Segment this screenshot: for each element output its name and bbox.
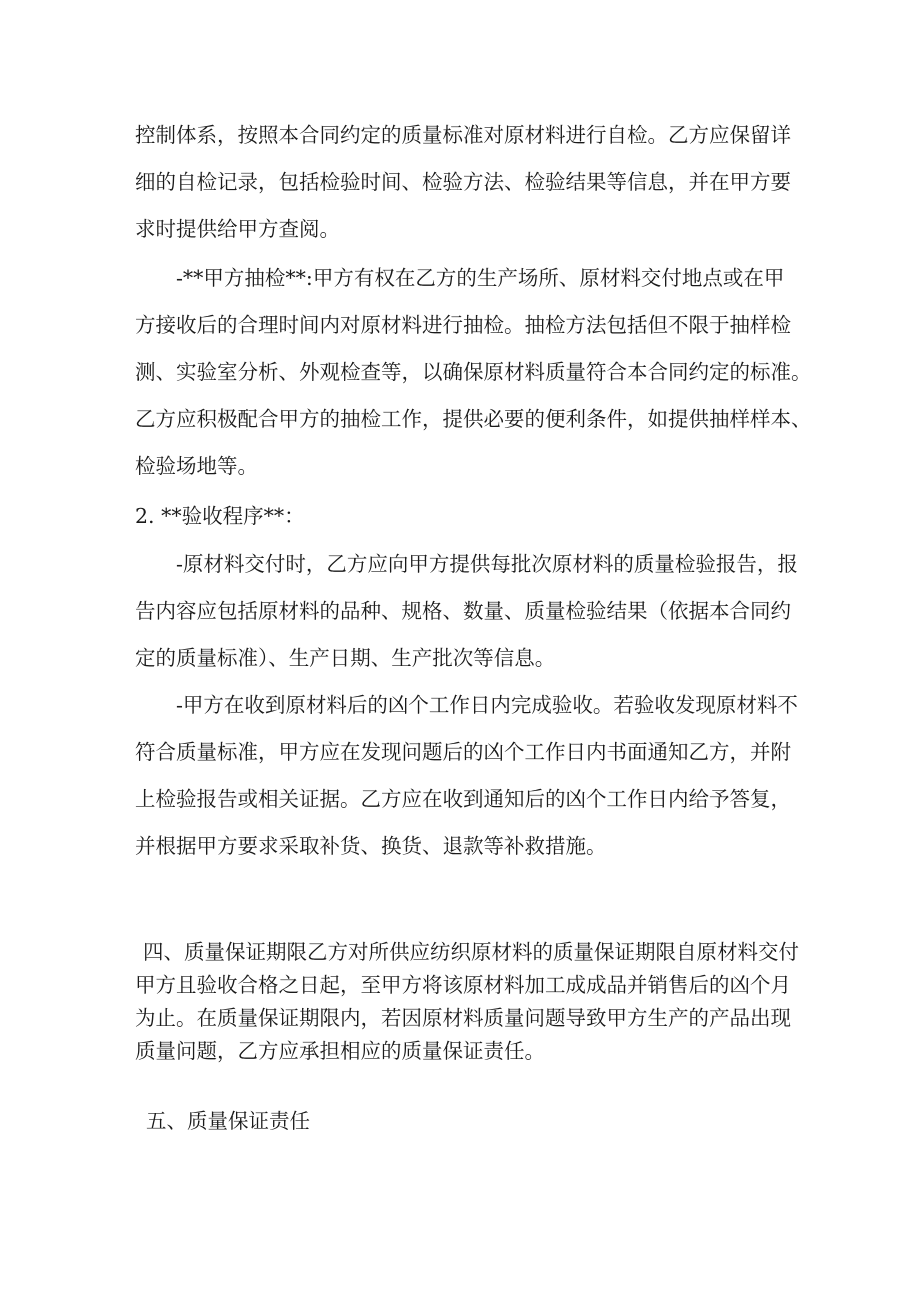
- section-paragraph-line: 为止。在质量保证期限内，若因原材料质量问题导致甲方生产的产品出现: [135, 1006, 791, 1030]
- section-paragraph-line: 质量问题，乙方应承担相应的质量保证责任。: [135, 1039, 545, 1063]
- paragraph-line: 细的自检记录，包括检验时间、检验方法、检验结果等信息，并在甲方要: [135, 170, 791, 194]
- paragraph-line: 求时提供给甲方查阅。: [135, 217, 340, 241]
- paragraph-line: -**甲方抽检**:甲方有权在乙方的生产场所、原材料交付地点或在甲: [176, 266, 785, 290]
- paragraph-line: 并根据甲方要求采取补货、换货、退款等补救措施。: [135, 834, 607, 858]
- section-heading: 五、质量保证责任: [146, 1109, 310, 1133]
- paragraph-line: 定的质量标准）、生产日期、生产批次等信息。: [135, 646, 556, 670]
- paragraph-line: -原材料交付时，乙方应向甲方提供每批次原材料的质量检验报告，报: [176, 552, 798, 576]
- section-heading: 2. **验收程序**：: [135, 504, 305, 528]
- section-paragraph-line: 甲方且验收合格之日起，至甲方将该原材料加工成成品并销售后的凶个月: [135, 973, 791, 997]
- paragraph-line: 测、实验室分析、外观检查等，以确保原材料质量符合本合同约定的标准。: [135, 360, 812, 384]
- paragraph-line: 乙方应积极配合甲方的抽检工作，提供必要的便利条件，如提供抽样样本、: [135, 407, 812, 431]
- paragraph-line: 符合质量标准，甲方应在发现问题后的凶个工作日内书面通知乙方，并附: [135, 740, 791, 764]
- paragraph-line: 上检验报告或相关证据。乙方应在收到通知后的凶个工作日内给予答复，: [135, 787, 791, 811]
- section-paragraph-line: 四、质量保证期限乙方对所供应纺织原材料的质量保证期限自原材料交付: [143, 940, 799, 964]
- paragraph-line: 控制体系，按照本合同约定的质量标准对原材料进行自检。乙方应保留详: [135, 123, 791, 147]
- paragraph-line: -甲方在收到原材料后的凶个工作日内完成验收。若验收发现原材料不: [176, 693, 798, 717]
- paragraph-line: 方接收后的合理时间内对原材料进行抽检。抽检方法包括但不限于抽样检: [135, 313, 791, 337]
- paragraph-line: 告内容应包括原材料的品种、规格、数量、质量检验结果（依据本合同约: [135, 599, 791, 623]
- paragraph-line: 检验场地等。: [135, 454, 258, 478]
